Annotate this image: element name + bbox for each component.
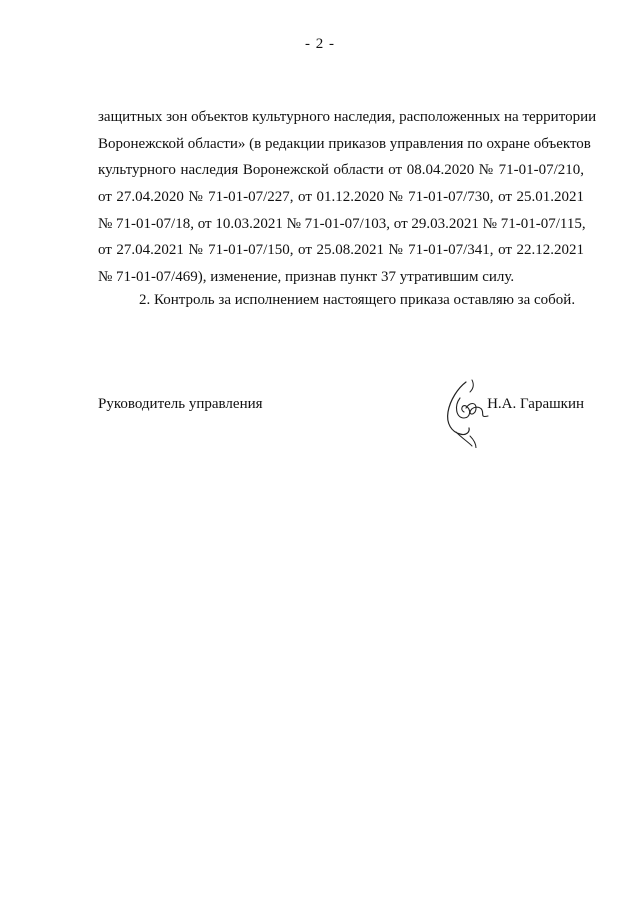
text-line: № 71-01-07/18, от 10.03.2021 № 71-01-07/103, от 29.03.2021 № 71-01-07/115,: [98, 215, 586, 232]
signatory-role: Руководитель управления: [98, 396, 263, 412]
signature-block: [98, 396, 584, 466]
paragraph-continued: [98, 104, 597, 291]
handwritten-signature-icon: [436, 378, 496, 448]
text-line: от 27.04.2021 № 71-01-07/150, от 25.08.2021 № 71-01-07/341, от 22.12.2021: [98, 242, 584, 259]
text-line: Воронежской области» (в редакции приказов управления по охране объектов: [98, 135, 591, 152]
text-line: № 71-01-07/469), изменение, признав пункт 37 утратившим силу.: [98, 269, 515, 286]
text-line: культурного наследия Воронежской области от 08.04.2020 № 71-01-07/210,: [98, 162, 584, 179]
text-line: от 27.04.2020 № 71-01-07/227, от 01.12.2020 № 71-01-07/730, от 25.01.2021: [98, 189, 584, 206]
text-line: защитных зон объектов культурного наследия, расположенных на территории: [98, 109, 597, 125]
signatory-name: Н.А. Гарашкин: [487, 396, 584, 412]
paragraph-control-clause: 2. Контроль за исполнением настоящего приказа оставляю за собой.: [139, 292, 576, 308]
page-number: - 2 -: [305, 36, 335, 52]
